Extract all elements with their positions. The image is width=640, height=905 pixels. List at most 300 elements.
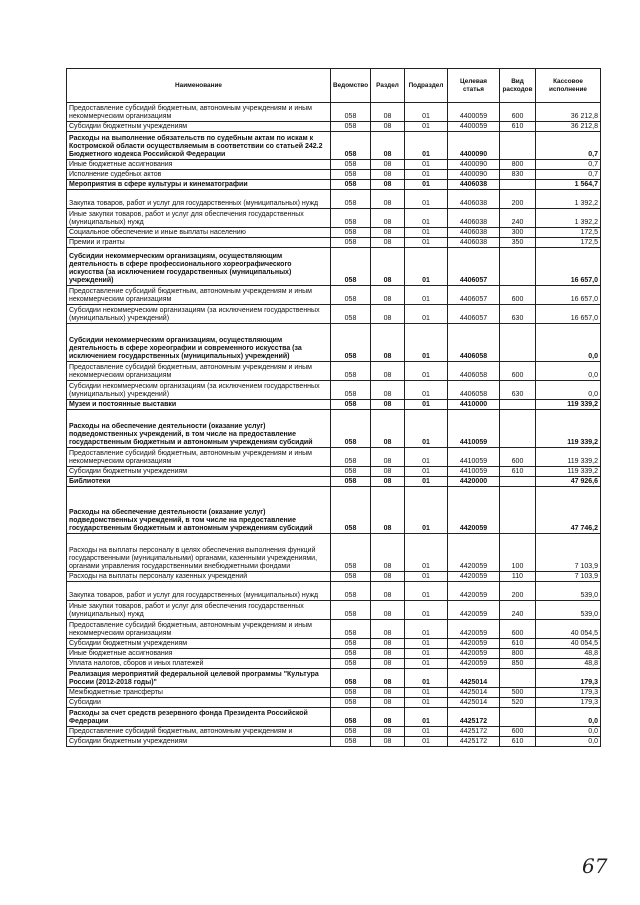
cell-article: 4420059 <box>448 534 500 572</box>
cell-article: 4400090 <box>448 132 500 160</box>
cell-article: 4406058 <box>448 324 500 362</box>
cell-dept: 058 <box>331 170 371 180</box>
cell-dept: 058 <box>331 362 371 381</box>
table-row <box>67 324 601 362</box>
cell-subsection: 01 <box>405 477 448 487</box>
cell-subsection: 01 <box>405 534 448 572</box>
cell-amount: 40 054,5 <box>536 639 601 649</box>
table-row <box>67 400 601 410</box>
cell-article: 4420059 <box>448 601 500 620</box>
table-row <box>67 698 601 708</box>
cell-expense-type: 200 <box>500 190 536 209</box>
cell-name: Субсидии некоммерческим организациям, осуществляющим деятельность в сфере профессионального хореографического искусства (за исключением государственных (муниципальных) учреждений) <box>67 248 331 286</box>
cell-amount: 36 212,8 <box>536 103 601 122</box>
cell-name: Субсидии некоммерческим организациям (за исключением государственных (муниципальных) учреждений) <box>67 305 331 324</box>
cell-dept: 058 <box>331 477 371 487</box>
cell-subsection: 01 <box>405 103 448 122</box>
cell-amount: 0,0 <box>536 737 601 747</box>
cell-name: Расходы на выполнение обязательств по судебным актам по искам к Костромской области осуществляемым в соответствии со статьей 242.2 Бюджетного кодекса Российской Федерации <box>67 132 331 160</box>
cell-expense-type: 600 <box>500 362 536 381</box>
cell-expense-type: 600 <box>500 448 536 467</box>
cell-section: 08 <box>371 649 405 659</box>
cell-section: 08 <box>371 362 405 381</box>
cell-name: Предоставление субсидий бюджетным, автономным учреждениям и иным некоммерческим организациям <box>67 620 331 639</box>
cell-amount: 119 339,2 <box>536 400 601 410</box>
cell-section: 08 <box>371 248 405 286</box>
cell-section: 08 <box>371 400 405 410</box>
table-row <box>67 103 601 122</box>
cell-subsection: 01 <box>405 362 448 381</box>
cell-dept: 058 <box>331 180 371 190</box>
cell-article: 4406038 <box>448 190 500 209</box>
cell-amount: 0,7 <box>536 160 601 170</box>
table-row <box>67 649 601 659</box>
cell-section: 08 <box>371 669 405 688</box>
cell-amount: 40 054,5 <box>536 620 601 639</box>
cell-amount: 0,0 <box>536 362 601 381</box>
cell-name: Субсидии некоммерческим организациям (за исключением государственных (муниципальных) учреждений) <box>67 381 331 400</box>
table-row <box>67 228 601 238</box>
cell-name: Субсидии некоммерческим организациям, осуществляющим деятельность в сфере хореографии и современного искусства (за исключением государственных (муниципальных) учреждений) <box>67 324 331 362</box>
cell-section: 08 <box>371 170 405 180</box>
cell-section: 08 <box>371 381 405 400</box>
cell-section: 08 <box>371 727 405 737</box>
cell-section: 08 <box>371 688 405 698</box>
cell-expense-type <box>500 477 536 487</box>
cell-article: 4400090 <box>448 160 500 170</box>
cell-section: 08 <box>371 582 405 601</box>
cell-section: 08 <box>371 209 405 228</box>
cell-article: 4400059 <box>448 122 500 132</box>
cell-expense-type: 500 <box>500 688 536 698</box>
cell-article: 4410059 <box>448 448 500 467</box>
table-row <box>67 737 601 747</box>
cell-name: Исполнение судебных актов <box>67 170 331 180</box>
cell-expense-type <box>500 708 536 727</box>
cell-section: 08 <box>371 190 405 209</box>
cell-amount: 16 657,0 <box>536 286 601 305</box>
cell-amount: 16 657,0 <box>536 305 601 324</box>
cell-section: 08 <box>371 160 405 170</box>
cell-article: 4406057 <box>448 305 500 324</box>
table-body <box>67 103 601 747</box>
cell-expense-type: 200 <box>500 582 536 601</box>
cell-article: 4425014 <box>448 688 500 698</box>
cell-name: Иные бюджетные ассигнования <box>67 649 331 659</box>
budget-sheet <box>66 68 601 747</box>
cell-name: Иные бюджетные ассигнования <box>67 160 331 170</box>
cell-subsection: 01 <box>405 727 448 737</box>
cell-dept: 058 <box>331 448 371 467</box>
cell-amount: 36 212,8 <box>536 122 601 132</box>
cell-section: 08 <box>371 467 405 477</box>
cell-section: 08 <box>371 410 405 448</box>
cell-amount: 0,0 <box>536 381 601 400</box>
cell-expense-type: 600 <box>500 286 536 305</box>
table-row <box>67 448 601 467</box>
cell-dept: 058 <box>331 103 371 122</box>
cell-amount: 0,7 <box>536 132 601 160</box>
cell-subsection: 01 <box>405 209 448 228</box>
cell-name: Предоставление субсидий бюджетным, автономным учреждениям и иным некоммерческим организациям <box>67 362 331 381</box>
table-row <box>67 160 601 170</box>
cell-subsection: 01 <box>405 248 448 286</box>
cell-name: Расходы на выплаты персоналу в целях обеспечения выполнения функций государственными (муниципальными) органами, казенными учреждениями, органами управления государственными внебюджетными фондами <box>67 534 331 572</box>
cell-amount: 0,0 <box>536 324 601 362</box>
cell-expense-type <box>500 410 536 448</box>
cell-article: 4425014 <box>448 698 500 708</box>
cell-article: 4406038 <box>448 228 500 238</box>
cell-article: 4406058 <box>448 381 500 400</box>
cell-name: Расходы на обеспечение деятельности (оказание услуг) подведомственных учреждений, в том числе на предоставление государственным бюджетным и автономным учреждениям субсидий <box>67 487 331 534</box>
cell-subsection: 01 <box>405 737 448 747</box>
cell-section: 08 <box>371 305 405 324</box>
cell-name: Предоставление субсидий бюджетным, автономным учреждениям и иным некоммерческим организациям <box>67 286 331 305</box>
cell-article: 4410000 <box>448 400 500 410</box>
cell-subsection: 01 <box>405 122 448 132</box>
cell-amount: 119 339,2 <box>536 448 601 467</box>
cell-section: 08 <box>371 477 405 487</box>
cell-amount: 179,3 <box>536 698 601 708</box>
header-subsection: Подраздел <box>405 69 448 103</box>
cell-dept: 058 <box>331 582 371 601</box>
table-row <box>67 727 601 737</box>
cell-expense-type: 850 <box>500 659 536 669</box>
cell-dept: 058 <box>331 708 371 727</box>
cell-article: 4425014 <box>448 669 500 688</box>
cell-expense-type: 600 <box>500 620 536 639</box>
cell-dept: 058 <box>331 727 371 737</box>
cell-expense-type: 600 <box>500 103 536 122</box>
cell-dept: 058 <box>331 639 371 649</box>
cell-amount: 16 657,0 <box>536 248 601 286</box>
cell-amount: 1 392,2 <box>536 209 601 228</box>
cell-article: 4400059 <box>448 103 500 122</box>
cell-expense-type: 350 <box>500 238 536 248</box>
cell-subsection: 01 <box>405 228 448 238</box>
cell-name: Библиотеки <box>67 477 331 487</box>
table-row <box>67 381 601 400</box>
table-row <box>67 238 601 248</box>
cell-name: Предоставление субсидий бюджетным, автономным учреждениям и <box>67 727 331 737</box>
cell-amount: 48,8 <box>536 649 601 659</box>
cell-name: Расходы на выплаты персоналу казенных учреждений <box>67 572 331 582</box>
cell-dept: 058 <box>331 487 371 534</box>
table-row <box>67 582 601 601</box>
cell-section: 08 <box>371 286 405 305</box>
cell-dept: 058 <box>331 238 371 248</box>
header-article: Целевая статья <box>448 69 500 103</box>
cell-subsection: 01 <box>405 620 448 639</box>
table-row <box>67 122 601 132</box>
cell-subsection: 01 <box>405 180 448 190</box>
cell-expense-type: 610 <box>500 122 536 132</box>
cell-section: 08 <box>371 238 405 248</box>
cell-subsection: 01 <box>405 639 448 649</box>
table-row <box>67 132 601 160</box>
cell-name: Субсидии бюджетным учреждениям <box>67 737 331 747</box>
cell-section: 08 <box>371 698 405 708</box>
cell-amount: 172,5 <box>536 238 601 248</box>
cell-subsection: 01 <box>405 698 448 708</box>
cell-article: 4420059 <box>448 659 500 669</box>
cell-dept: 058 <box>331 601 371 620</box>
cell-article: 4410059 <box>448 410 500 448</box>
table-row <box>67 248 601 286</box>
page-number: 67 <box>582 854 608 878</box>
table-row <box>67 180 601 190</box>
cell-subsection: 01 <box>405 582 448 601</box>
cell-article: 4406058 <box>448 362 500 381</box>
table-row <box>67 688 601 698</box>
table-row <box>67 190 601 209</box>
table-row <box>67 209 601 228</box>
cell-dept: 058 <box>331 122 371 132</box>
cell-article: 4425172 <box>448 727 500 737</box>
cell-name: Субсидии <box>67 698 331 708</box>
table-row <box>67 639 601 649</box>
cell-dept: 058 <box>331 620 371 639</box>
cell-subsection: 01 <box>405 238 448 248</box>
cell-expense-type: 800 <box>500 160 536 170</box>
cell-subsection: 01 <box>405 601 448 620</box>
cell-article: 4420000 <box>448 477 500 487</box>
cell-subsection: 01 <box>405 410 448 448</box>
cell-subsection: 01 <box>405 659 448 669</box>
header-name: Наименование <box>67 69 331 103</box>
cell-expense-type: 600 <box>500 727 536 737</box>
cell-expense-type: 630 <box>500 381 536 400</box>
cell-section: 08 <box>371 448 405 467</box>
cell-amount: 47 746,2 <box>536 487 601 534</box>
cell-dept: 058 <box>331 534 371 572</box>
cell-expense-type: 110 <box>500 572 536 582</box>
cell-dept: 058 <box>331 410 371 448</box>
cell-expense-type <box>500 487 536 534</box>
cell-amount: 179,3 <box>536 669 601 688</box>
cell-expense-type: 240 <box>500 209 536 228</box>
cell-amount: 1 392,2 <box>536 190 601 209</box>
cell-expense-type: 300 <box>500 228 536 238</box>
cell-section: 08 <box>371 122 405 132</box>
cell-article: 4420059 <box>448 639 500 649</box>
table-row <box>67 487 601 534</box>
cell-dept: 058 <box>331 669 371 688</box>
cell-name: Закупка товаров, работ и услуг для государственных (муниципальных) нужд <box>67 582 331 601</box>
cell-article: 4406057 <box>448 248 500 286</box>
cell-subsection: 01 <box>405 286 448 305</box>
cell-expense-type <box>500 324 536 362</box>
cell-dept: 058 <box>331 688 371 698</box>
cell-section: 08 <box>371 324 405 362</box>
cell-article: 4406057 <box>448 286 500 305</box>
cell-dept: 058 <box>331 228 371 238</box>
cell-name: Межбюджетные трансферты <box>67 688 331 698</box>
cell-article: 4410059 <box>448 467 500 477</box>
cell-expense-type: 610 <box>500 639 536 649</box>
cell-amount: 539,0 <box>536 601 601 620</box>
header-section: Раздел <box>371 69 405 103</box>
cell-name: Расходы за счет средств резервного фонда Президента Российской Федерации <box>67 708 331 727</box>
cell-amount: 172,5 <box>536 228 601 238</box>
cell-dept: 058 <box>331 572 371 582</box>
cell-dept: 058 <box>331 467 371 477</box>
cell-section: 08 <box>371 620 405 639</box>
cell-expense-type: 100 <box>500 534 536 572</box>
cell-section: 08 <box>371 228 405 238</box>
cell-section: 08 <box>371 708 405 727</box>
cell-dept: 058 <box>331 737 371 747</box>
header-dept: Ведомство <box>331 69 371 103</box>
cell-dept: 058 <box>331 132 371 160</box>
cell-subsection: 01 <box>405 160 448 170</box>
cell-amount: 0,0 <box>536 727 601 737</box>
cell-subsection: 01 <box>405 190 448 209</box>
cell-dept: 058 <box>331 381 371 400</box>
cell-amount: 7 103,9 <box>536 572 601 582</box>
cell-article: 4420059 <box>448 487 500 534</box>
cell-subsection: 01 <box>405 132 448 160</box>
cell-subsection: 01 <box>405 649 448 659</box>
cell-section: 08 <box>371 487 405 534</box>
cell-name: Предоставление субсидий бюджетным, автономным учреждениям и иным некоммерческим организациям <box>67 448 331 467</box>
cell-dept: 058 <box>331 248 371 286</box>
cell-section: 08 <box>371 659 405 669</box>
cell-dept: 058 <box>331 160 371 170</box>
cell-dept: 058 <box>331 698 371 708</box>
header-amount: Кассовое исполнение <box>536 69 601 103</box>
cell-name: Иные закупки товаров, работ и услуг для обеспечения государственных (муниципальных) нужд <box>67 209 331 228</box>
cell-expense-type: 520 <box>500 698 536 708</box>
cell-expense-type: 610 <box>500 737 536 747</box>
cell-section: 08 <box>371 132 405 160</box>
cell-name: Реализация мероприятий федеральной целевой программы "Культура России (2012-2018 годы)" <box>67 669 331 688</box>
cell-dept: 058 <box>331 659 371 669</box>
cell-amount: 47 926,6 <box>536 477 601 487</box>
cell-subsection: 01 <box>405 324 448 362</box>
cell-subsection: 01 <box>405 669 448 688</box>
cell-section: 08 <box>371 737 405 747</box>
cell-name: Иные закупки товаров, работ и услуг для обеспечения государственных (муниципальных) нужд <box>67 601 331 620</box>
table-row <box>67 669 601 688</box>
table-row <box>67 170 601 180</box>
cell-name: Премии и гранты <box>67 238 331 248</box>
cell-dept: 058 <box>331 649 371 659</box>
table-row <box>67 620 601 639</box>
cell-article: 4425172 <box>448 737 500 747</box>
cell-article: 4420059 <box>448 649 500 659</box>
cell-expense-type <box>500 669 536 688</box>
table-row <box>67 286 601 305</box>
cell-article: 4406038 <box>448 209 500 228</box>
cell-expense-type: 630 <box>500 305 536 324</box>
table-row <box>67 362 601 381</box>
cell-subsection: 01 <box>405 448 448 467</box>
cell-section: 08 <box>371 180 405 190</box>
cell-dept: 058 <box>331 400 371 410</box>
cell-expense-type: 800 <box>500 649 536 659</box>
cell-name: Субсидии бюджетным учреждениям <box>67 639 331 649</box>
cell-article: 4406038 <box>448 180 500 190</box>
table-row <box>67 572 601 582</box>
cell-section: 08 <box>371 572 405 582</box>
cell-name: Мероприятия в сфере культуры и кинематографии <box>67 180 331 190</box>
cell-amount: 179,3 <box>536 688 601 698</box>
cell-article: 4420059 <box>448 572 500 582</box>
cell-subsection: 01 <box>405 487 448 534</box>
cell-name: Субсидии бюджетным учреждениям <box>67 467 331 477</box>
cell-subsection: 01 <box>405 467 448 477</box>
cell-expense-type <box>500 400 536 410</box>
cell-expense-type <box>500 132 536 160</box>
cell-expense-type: 610 <box>500 467 536 477</box>
cell-name: Социальное обеспечение и иные выплаты населению <box>67 228 331 238</box>
cell-dept: 058 <box>331 190 371 209</box>
table-row <box>67 410 601 448</box>
cell-name: Закупка товаров, работ и услуг для государственных (муниципальных) нужд <box>67 190 331 209</box>
cell-dept: 058 <box>331 286 371 305</box>
table-row <box>67 477 601 487</box>
cell-amount: 539,0 <box>536 582 601 601</box>
cell-subsection: 01 <box>405 170 448 180</box>
cell-name: Расходы на обеспечение деятельности (оказание услуг) подведомственных учреждений, в том числе на предоставление государственным бюджетным и автономным учреждениям субсидий <box>67 410 331 448</box>
cell-dept: 058 <box>331 305 371 324</box>
table-row <box>67 534 601 572</box>
cell-name: Музеи и постоянные выставки <box>67 400 331 410</box>
cell-amount: 1 564,7 <box>536 180 601 190</box>
cell-dept: 058 <box>331 209 371 228</box>
cell-name: Субсидии бюджетным учреждениям <box>67 122 331 132</box>
cell-subsection: 01 <box>405 400 448 410</box>
cell-subsection: 01 <box>405 305 448 324</box>
cell-section: 08 <box>371 601 405 620</box>
table-row <box>67 659 601 669</box>
cell-subsection: 01 <box>405 381 448 400</box>
cell-article: 4425172 <box>448 708 500 727</box>
cell-expense-type <box>500 248 536 286</box>
cell-amount: 48,8 <box>536 659 601 669</box>
table-header-row <box>67 69 601 103</box>
cell-amount: 0,7 <box>536 170 601 180</box>
table-row <box>67 467 601 477</box>
cell-name: Уплата налогов, сборов и иных платежей <box>67 659 331 669</box>
cell-amount: 0,0 <box>536 708 601 727</box>
cell-article: 4420059 <box>448 620 500 639</box>
cell-section: 08 <box>371 534 405 572</box>
cell-dept: 058 <box>331 324 371 362</box>
cell-section: 08 <box>371 639 405 649</box>
cell-amount: 119 339,2 <box>536 467 601 477</box>
cell-amount: 119 339,2 <box>536 410 601 448</box>
cell-expense-type <box>500 180 536 190</box>
table-row <box>67 708 601 727</box>
cell-article: 4400090 <box>448 170 500 180</box>
cell-expense-type: 830 <box>500 170 536 180</box>
cell-section: 08 <box>371 103 405 122</box>
budget-execution-table <box>66 68 601 747</box>
cell-subsection: 01 <box>405 708 448 727</box>
table-row <box>67 601 601 620</box>
header-expense-type: Вид расходов <box>500 69 536 103</box>
cell-expense-type: 240 <box>500 601 536 620</box>
cell-article: 4406038 <box>448 238 500 248</box>
table-row <box>67 305 601 324</box>
cell-article: 4420059 <box>448 582 500 601</box>
cell-name: Предоставление субсидий бюджетным, автономным учреждениям и иным некоммерческим организациям <box>67 103 331 122</box>
cell-amount: 7 103,9 <box>536 534 601 572</box>
cell-subsection: 01 <box>405 688 448 698</box>
cell-subsection: 01 <box>405 572 448 582</box>
